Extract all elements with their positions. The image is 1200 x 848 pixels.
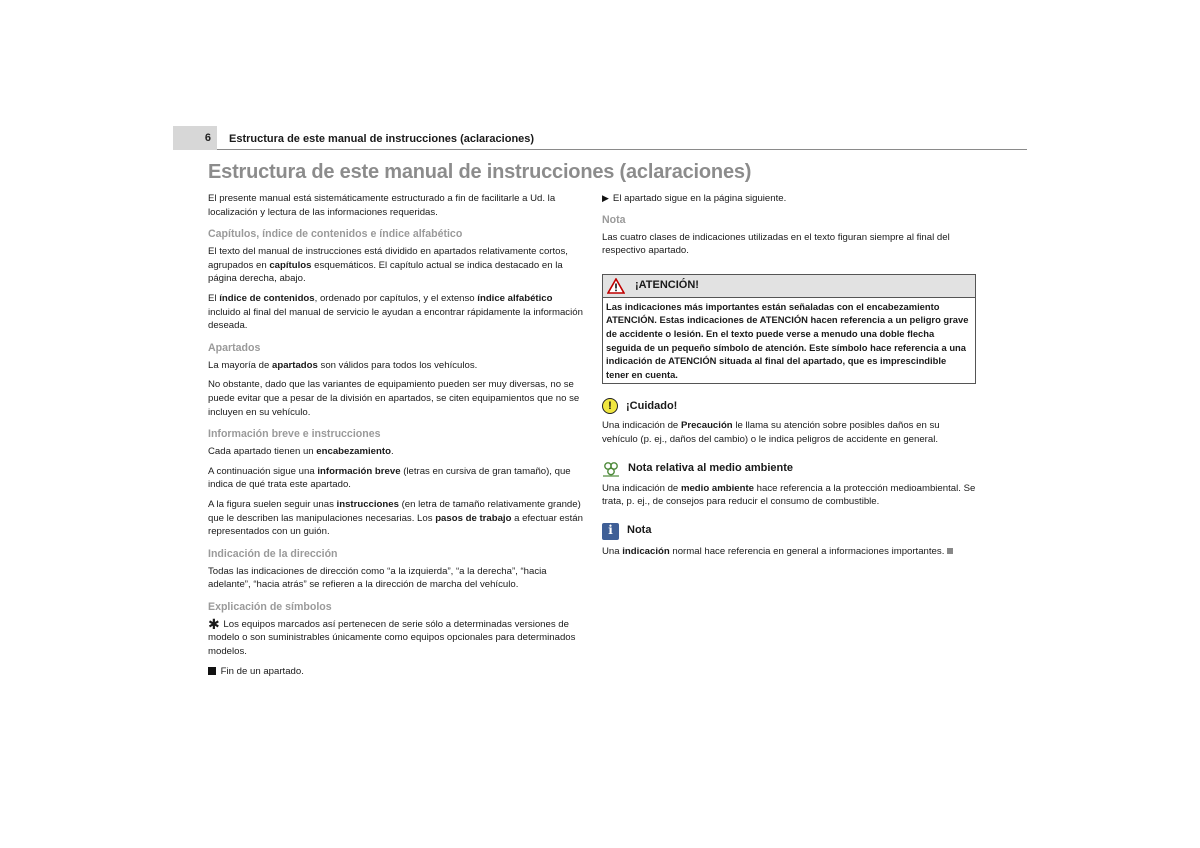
caution-paragraph: Una indicación de Precaución le llama su atención sobre posibles daños en su vehículo (p. ej., daños del cambio) o le indica peligros de accidente en general. [602, 420, 940, 445]
continue-text: El apartado sigue en la página siguiente. [612, 193, 787, 204]
note-heading: Nota [602, 213, 626, 226]
environment-paragraph: Una indicación de medio ambiente hace referencia a la protección medioambiental. Se trata, p. ej., de consejos para reducir el consumo de combustible. [602, 482, 976, 508]
chapters-paragraph-2: El índice de contenidos, ordenado por capítulos, y el extenso índice alfabético incluido al final del manual de servicio le ayudan a encontrar rápidamente la información deseada. [208, 292, 583, 332]
info-header [602, 523, 976, 540]
right-column [602, 192, 976, 564]
environment-icon [602, 461, 620, 477]
brief-paragraph-1: Cada apartado tienen un encabezamiento. [208, 446, 394, 458]
end-of-section-icon [947, 548, 953, 554]
brief-paragraph-2: A continuación sigue una información breve (letras en cursiva de gran tamaño), que indica de qué trata este apartado. [208, 465, 571, 491]
symbols-heading: Explicación de símbolos [208, 600, 332, 613]
running-header-title: Estructura de este manual de instrucciones (aclaraciones) [229, 133, 535, 145]
note-paragraph: Las cuatro clases de indicaciones utilizadas en el texto figuran siempre al final del respectivo apartado. [602, 231, 950, 257]
warning-body: Las indicaciones más importantes están señaladas con el encabezamiento ATENCIÓN. Estas indicaciones de ATENCIÓN hacen referencia a un peligro grave de accidente o lesión. En el texto puede verse a menudo una doble flecha seguida de un pequeño símbolo de atención. Este símbolo hace referencia a una indicación de ATENCIÓN situada al final del apartado, que es imprescindible tener en cuenta. [606, 300, 969, 380]
caution-header [602, 398, 976, 414]
left-column [208, 192, 584, 684]
environment-header [602, 461, 976, 477]
intro-paragraph: El presente manual está sistemáticamente estructurado a fin de facilitarle a Ud. la localización y lectura de las informaciones requeridas. [208, 193, 556, 218]
caution-icon: ! [602, 398, 618, 414]
info-paragraph: Una indicación normal hace referencia en general a informaciones importantes. [602, 545, 976, 559]
continue-line [602, 192, 976, 206]
warning-box [602, 274, 976, 385]
header-rule [217, 149, 1027, 150]
end-of-section-icon [208, 667, 216, 675]
caution-heading: ¡Cuidado! [626, 399, 678, 412]
info-heading: Nota [627, 524, 652, 537]
direction-heading: Indicación de la dirección [208, 547, 338, 560]
brief-paragraph-3: A la figura suelen seguir unas instrucciones (en letra de tamaño relativamente grande) que le describen las manipulaciones necesarias. Los pasos de trabajo a efectuar están representados con un guión. [208, 498, 583, 538]
continue-arrow-icon: ▶ [602, 193, 609, 203]
symbols-paragraph-1: ✱ Los equipos marcados así pertenecen de serie sólo a determinadas versiones de modelo o son suministrables únicamente como equipos opcionales para determinados modelos. [208, 615, 576, 658]
page-title: Estructura de este manual de instrucciones (aclaraciones) [208, 161, 752, 183]
sections-paragraph-1: La mayoría de apartados son válidos para todos los vehículos. [208, 359, 478, 371]
brief-heading: Información breve e instrucciones [208, 428, 381, 441]
sections-heading: Apartados [208, 341, 261, 354]
symbols-paragraph-2: Fin de un apartado. [208, 665, 584, 679]
page-number: 6 [173, 126, 217, 150]
warning-heading: ¡ATENCIÓN! [635, 278, 699, 291]
direction-paragraph: Todas las indicaciones de dirección como “a la izquierda”, “a la derecha”, “hacia adelante”, “hacia atrás” se refieren a la dirección de marcha del vehículo. [208, 565, 547, 591]
warning-triangle-icon [607, 278, 625, 294]
sections-paragraph-2: No obstante, dado que las variantes de equipamiento pueden ser muy diversas, no se puede evitar que a pesar de la división en apartados, se citen equipamientos que no se incluyen en su vehículo. [208, 379, 580, 418]
chapters-heading: Capítulos, índice de contenidos e índice alfabético [208, 228, 463, 241]
asterisk-icon: ✱ [208, 615, 220, 632]
environment-heading: Nota relativa al medio ambiente [628, 461, 794, 474]
info-icon: i [602, 523, 619, 540]
warning-header [603, 275, 975, 298]
chapters-paragraph-1: El texto del manual de instrucciones está dividido en apartados relativamente cortos, agrupados en capítulos esquemáticos. El capítulo actual se indica destacado en la página derecha, abajo. [208, 246, 568, 285]
